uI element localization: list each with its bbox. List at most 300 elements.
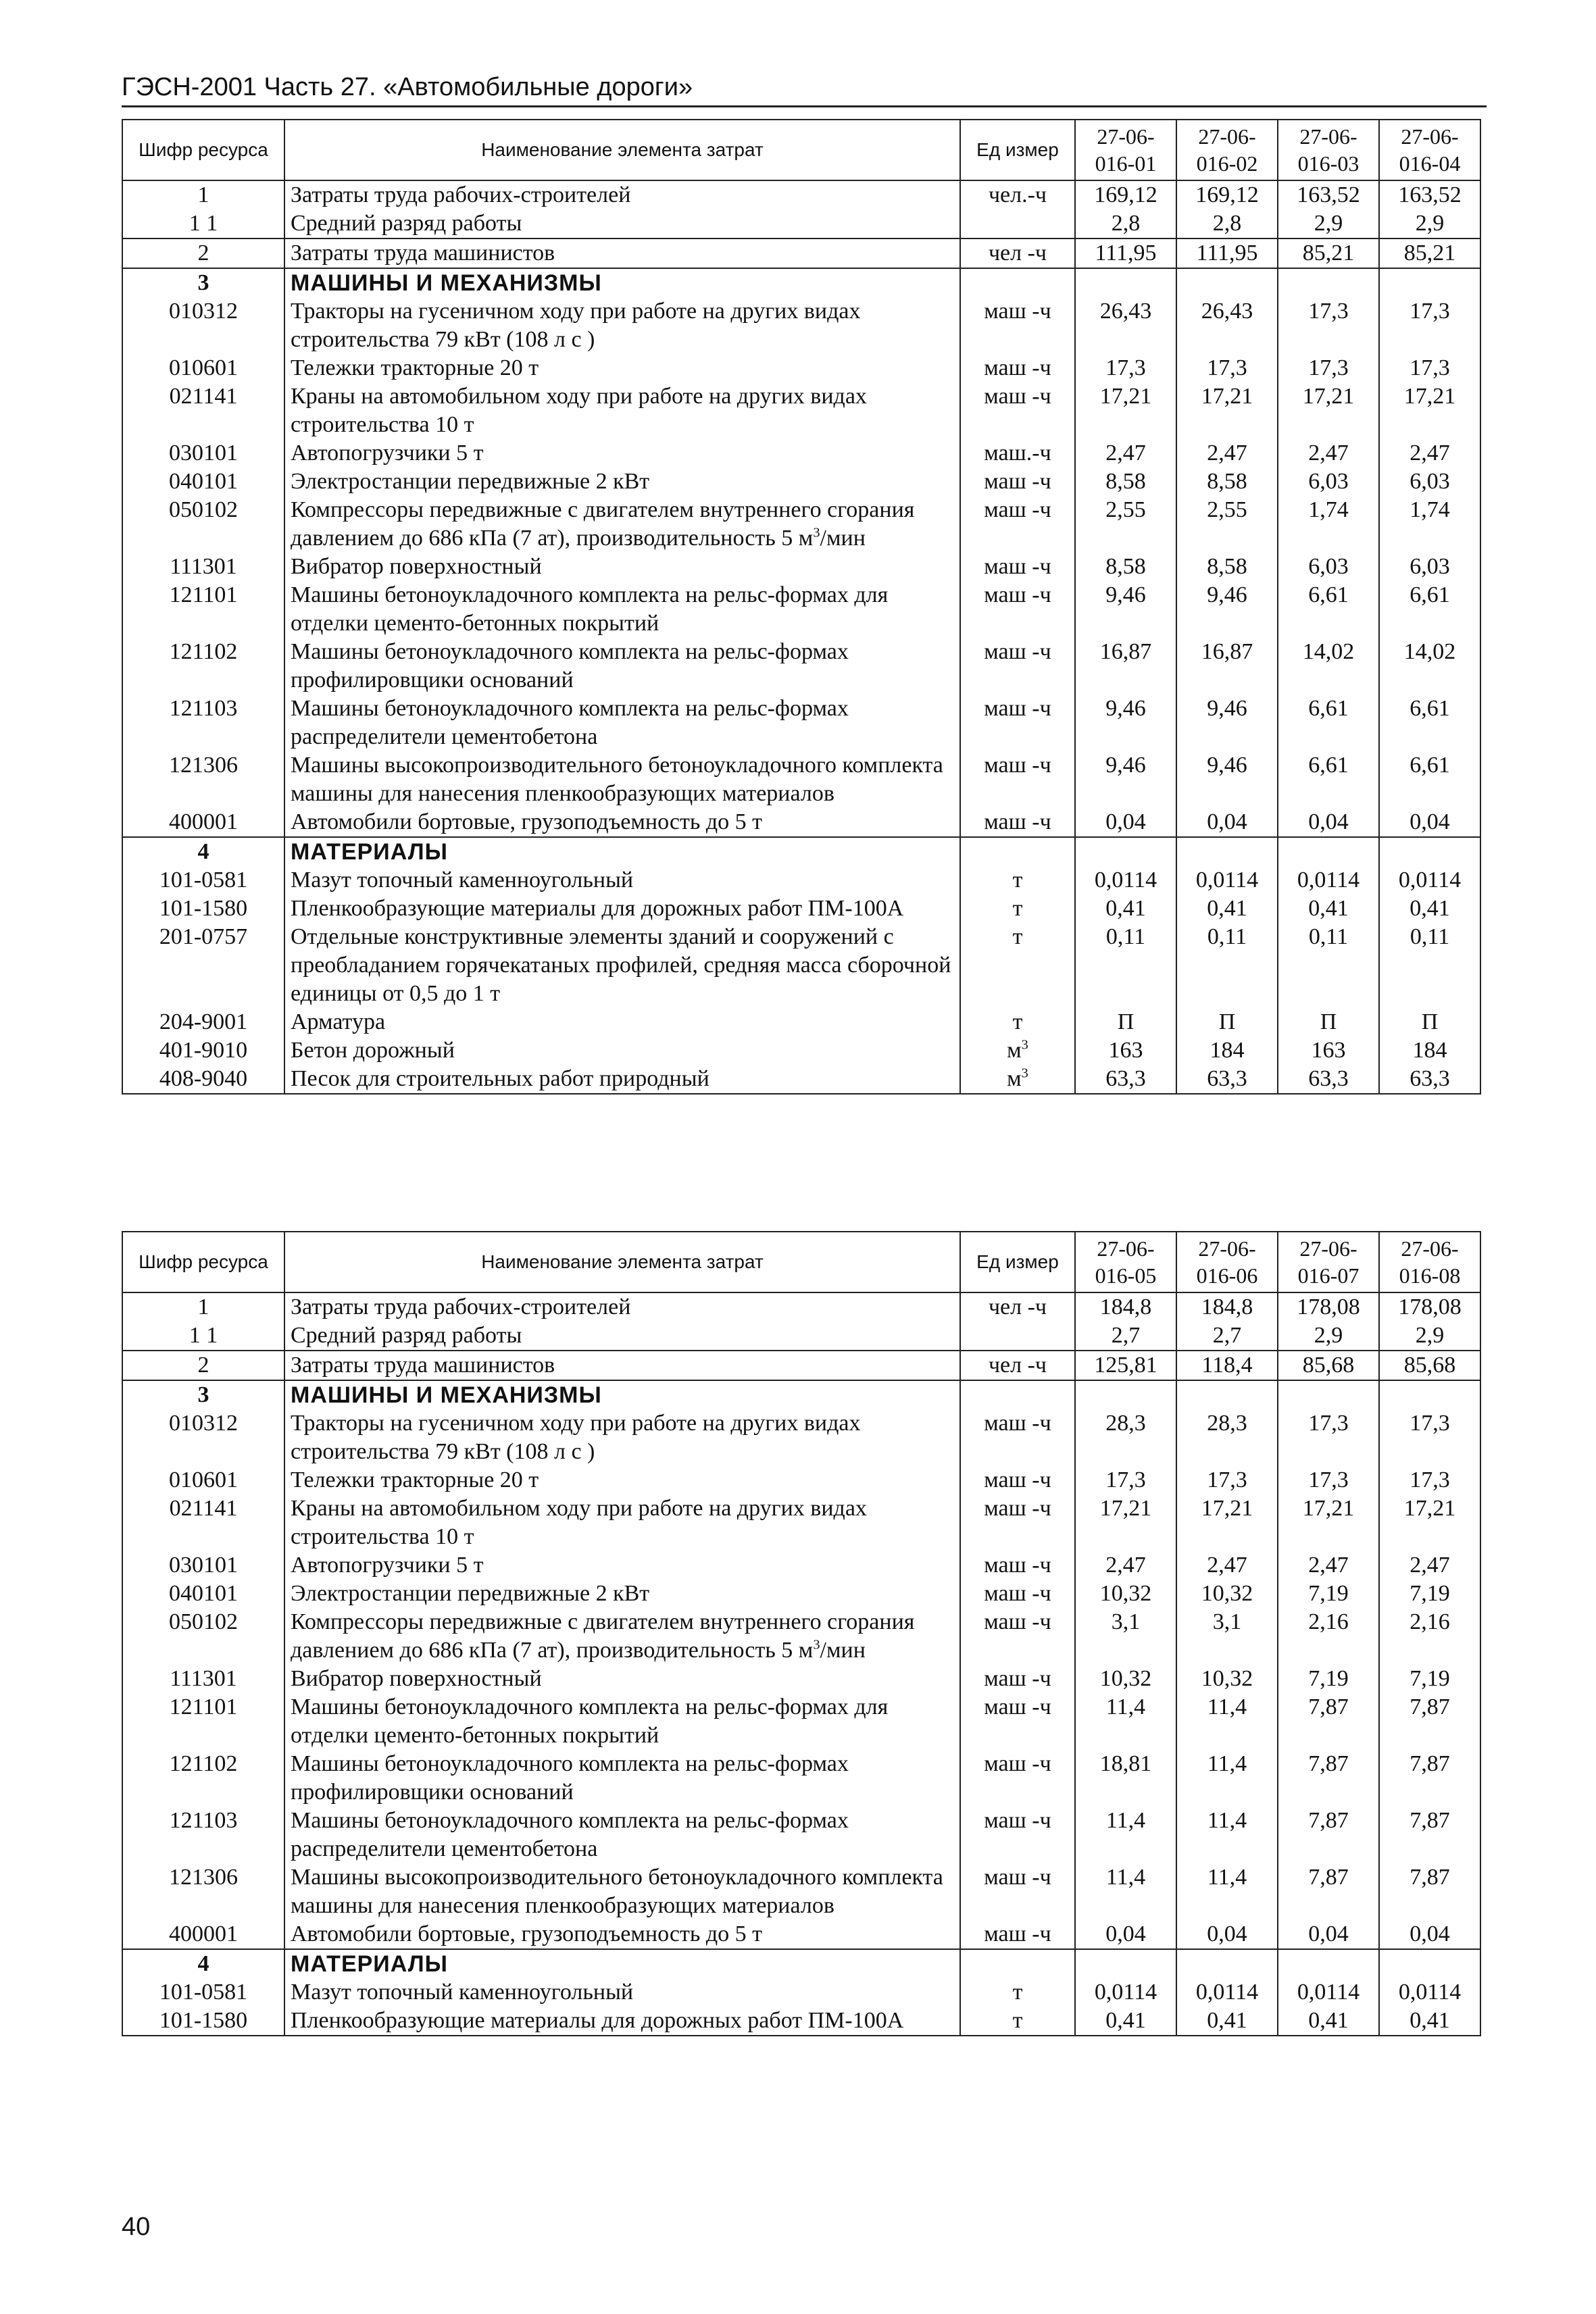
unit <box>960 1065 1075 1094</box>
norm-value-4: 1,74 <box>1379 496 1480 553</box>
unit: маш.-ч <box>960 439 1075 468</box>
norm-value-2: 0,0114 <box>1176 1978 1278 2007</box>
resource-code: 2 <box>122 238 284 268</box>
unit: маш -ч <box>960 1466 1075 1494</box>
unit: чел -ч <box>960 238 1075 268</box>
norm-value-4: П <box>1379 1008 1480 1036</box>
norm-value-1: 10,32 <box>1075 1580 1176 1608</box>
unit: т <box>960 895 1075 923</box>
unit: маш -ч <box>960 1580 1075 1608</box>
norm-value-1: 26,43 <box>1075 297 1176 354</box>
unit: чел -ч <box>960 1351 1075 1380</box>
norm-value-2: 10,32 <box>1176 1580 1278 1608</box>
table-row <box>122 1292 1480 1322</box>
column-header-norm-2: 27-06-016-02 <box>1176 120 1278 180</box>
resource-name <box>284 1608 960 1665</box>
norm-value-4: 6,03 <box>1379 553 1480 581</box>
resource-code: 101-1580 <box>122 2007 284 2036</box>
unit: маш -ч <box>960 1750 1075 1807</box>
norm-value-2: 111,95 <box>1176 238 1278 268</box>
norm-value-3: 7,87 <box>1278 1863 1379 1920</box>
resource-name: Тележки тракторные 20 т <box>284 354 960 382</box>
resource-name: Машины бетоноукладочного комплекта на рельс-формах для отделки цементо-бетонных покрытий <box>284 581 960 638</box>
norm-value-2: 0,41 <box>1176 895 1278 923</box>
norm-value-1: 2,7 <box>1075 1322 1176 1351</box>
resource-code: 101-0581 <box>122 866 284 895</box>
resource-name: Автопогрузчики 5 т <box>284 1551 960 1580</box>
norm-value-4: 2,16 <box>1379 1608 1480 1665</box>
norm-value-1: 9,46 <box>1075 695 1176 751</box>
norm-value-2: 10,32 <box>1176 1665 1278 1693</box>
norm-value-4: 7,87 <box>1379 1863 1480 1920</box>
norm-value-4: 17,3 <box>1379 354 1480 382</box>
norm-value-3: 2,47 <box>1278 1551 1379 1580</box>
resource-name: Краны на автомобильном ходу при работе на других видах строительства 10 т <box>284 382 960 439</box>
column-header-unit: Ед измер <box>960 1232 1075 1292</box>
norm-value-1: 8,58 <box>1075 553 1176 581</box>
norm-value-1: 0,0114 <box>1075 866 1176 895</box>
table-row <box>122 382 1480 439</box>
norm-value-2: 169,12 <box>1176 180 1278 209</box>
resource-name: Мазут топочный каменноугольный <box>284 1978 960 2007</box>
table-row <box>122 439 1480 468</box>
table-row <box>122 1750 1480 1807</box>
column-header-norm-1: 27-06-016-01 <box>1075 120 1176 180</box>
resource-name: Средний разряд работы <box>284 209 960 238</box>
unit: маш -ч <box>960 638 1075 695</box>
norm-value-2: 0,0114 <box>1176 866 1278 895</box>
norm-value-3: 0,04 <box>1278 808 1379 837</box>
table-row <box>122 468 1480 496</box>
norm-value-1: 0,0114 <box>1075 1978 1176 2007</box>
resource-name: Бетон дорожный <box>284 1036 960 1065</box>
norm-value-4: 163,52 <box>1379 180 1480 209</box>
norm-value-4: 17,21 <box>1379 1494 1480 1551</box>
norm-value-1: 2,55 <box>1075 496 1176 553</box>
norm-value-3: 0,0114 <box>1278 866 1379 895</box>
norm-value-3: 14,02 <box>1278 638 1379 695</box>
norm-value-1: 16,87 <box>1075 638 1176 695</box>
resource-code: 121103 <box>122 695 284 751</box>
resource-code: 040101 <box>122 468 284 496</box>
norm-value-3: 0,11 <box>1278 923 1379 1008</box>
norm-value-3: 63,3 <box>1278 1065 1379 1094</box>
table-row <box>122 297 1480 354</box>
norm-value-4: 2,47 <box>1379 1551 1480 1580</box>
resource-code: 204-9001 <box>122 1008 284 1036</box>
resource-name: Электростанции передвижные 2 кВт <box>284 468 960 496</box>
norm-value-4: 85,68 <box>1379 1351 1480 1380</box>
column-header-norm-6: 27-06-016-06 <box>1176 1232 1278 1292</box>
unit: маш -ч <box>960 297 1075 354</box>
norm-value-4: 7,19 <box>1379 1665 1480 1693</box>
norm-value-4: 0,41 <box>1379 895 1480 923</box>
norm-value-3: 6,61 <box>1278 695 1379 751</box>
norm-value-4: 2,9 <box>1379 209 1480 238</box>
norm-value-4: 85,21 <box>1379 238 1480 268</box>
resource-name: МАТЕРИАЛЫ <box>284 837 960 866</box>
norm-value-4: 184 <box>1379 1036 1480 1065</box>
resource-name: Машины высокопроизводительного бетоноукладочного комплекта машины для нанесения пленкообразующих материалов <box>284 1863 960 1920</box>
unit: чел.-ч <box>960 180 1075 209</box>
table-row <box>122 1551 1480 1580</box>
norm-value-2: 26,43 <box>1176 297 1278 354</box>
table-row <box>122 209 1480 238</box>
norm-value-4 <box>1379 1380 1480 1409</box>
norm-value-4: 6,61 <box>1379 751 1480 808</box>
resource-name: Средний разряд работы <box>284 1322 960 1351</box>
resource-name: Отдельные конструктивные элементы зданий и сооружений с преобладанием горячекатаных профилей, средняя масса сборочной единицы от 0,5 до 1 т <box>284 923 960 1008</box>
norm-value-3: 163,52 <box>1278 180 1379 209</box>
resource-name: МАШИНЫ И МЕХАНИЗМЫ <box>284 1380 960 1409</box>
resource-name: Тракторы на гусеничном ходу при работе на других видах строительства 79 кВт (108 л с ) <box>284 297 960 354</box>
table-row <box>122 1608 1480 1665</box>
resource-code: 030101 <box>122 439 284 468</box>
resource-code: 400001 <box>122 808 284 837</box>
norm-value-3: 1,74 <box>1278 496 1379 553</box>
table-row <box>122 1409 1480 1466</box>
norm-value-2: 2,8 <box>1176 209 1278 238</box>
unit: маш -ч <box>960 808 1075 837</box>
norm-value-4: 6,61 <box>1379 581 1480 638</box>
norm-value-3: 2,9 <box>1278 209 1379 238</box>
resource-code: 121102 <box>122 638 284 695</box>
resource-code: 101-1580 <box>122 895 284 923</box>
norm-value-3: 6,03 <box>1278 553 1379 581</box>
norm-value-1: 0,41 <box>1075 895 1176 923</box>
norm-value-3: 7,19 <box>1278 1665 1379 1693</box>
resource-name: Автомобили бортовые, грузоподъемность до 5 т <box>284 808 960 837</box>
norm-value-2: 17,3 <box>1176 1466 1278 1494</box>
resource-name: Автопогрузчики 5 т <box>284 439 960 468</box>
norm-value-1: 11,4 <box>1075 1807 1176 1863</box>
norm-value-2: 63,3 <box>1176 1065 1278 1094</box>
resource-name: Машины бетоноукладочного комплекта на рельс-формах распределители цементобетона <box>284 1807 960 1863</box>
resource-code: 400001 <box>122 1920 284 1949</box>
column-header-norm-7: 27-06-016-07 <box>1278 1232 1379 1292</box>
norm-value-3: 6,61 <box>1278 751 1379 808</box>
resource-code: 121103 <box>122 1807 284 1863</box>
norm-value-2: 28,3 <box>1176 1409 1278 1466</box>
table-row <box>122 354 1480 382</box>
norm-value-4: 17,21 <box>1379 382 1480 439</box>
resource-table <box>122 1231 1481 2036</box>
norm-value-2 <box>1176 1380 1278 1409</box>
norm-value-1: 163 <box>1075 1036 1176 1065</box>
norm-value-4: 7,19 <box>1379 1580 1480 1608</box>
unit <box>960 1380 1075 1409</box>
table-row <box>122 553 1480 581</box>
unit: т <box>960 1978 1075 2007</box>
norm-value-4 <box>1379 268 1480 297</box>
resource-name: Затраты труда рабочих-строителей <box>284 180 960 209</box>
table-row <box>122 496 1480 553</box>
norm-value-1: 11,4 <box>1075 1693 1176 1750</box>
resource-code: 408-9040 <box>122 1065 284 1094</box>
norm-value-4: 0,41 <box>1379 2007 1480 2036</box>
resource-code: 121101 <box>122 581 284 638</box>
table-row <box>122 1466 1480 1494</box>
column-header-name: Наименование элемента затрат <box>284 120 960 180</box>
norm-value-3: 0,04 <box>1278 1920 1379 1949</box>
norm-value-1: 8,58 <box>1075 468 1176 496</box>
unit: маш -ч <box>960 1807 1075 1863</box>
column-header-unit: Ед измер <box>960 120 1075 180</box>
norm-value-1 <box>1075 1949 1176 1978</box>
norm-value-4: 2,47 <box>1379 439 1480 468</box>
resource-name: Затраты труда машинистов <box>284 1351 960 1380</box>
norm-value-3: 2,47 <box>1278 439 1379 468</box>
table-row <box>122 1920 1480 1949</box>
section-row <box>122 268 1480 297</box>
resource-code: 2 <box>122 1351 284 1380</box>
norm-value-2: 9,46 <box>1176 581 1278 638</box>
unit-text: м <box>1007 1038 1022 1063</box>
norm-value-1: 0,41 <box>1075 2007 1176 2036</box>
resource-name: Затраты труда рабочих-строителей <box>284 1292 960 1322</box>
norm-value-1: 3,1 <box>1075 1608 1176 1665</box>
norm-value-1 <box>1075 268 1176 297</box>
resource-name: Пленкообразующие материалы для дорожных работ ПМ-100А <box>284 2007 960 2036</box>
norm-value-3: 17,3 <box>1278 354 1379 382</box>
resource-code: 1 1 <box>122 1322 284 1351</box>
unit <box>960 1322 1075 1351</box>
norm-value-3: 7,87 <box>1278 1693 1379 1750</box>
unit: т <box>960 2007 1075 2036</box>
norm-value-2: 9,46 <box>1176 695 1278 751</box>
norm-value-2: 17,21 <box>1176 382 1278 439</box>
superscript: 3 <box>1021 1037 1028 1053</box>
column-header-norm-8: 27-06-016-08 <box>1379 1232 1480 1292</box>
section-row <box>122 1380 1480 1409</box>
column-header-name: Наименование элемента затрат <box>284 1232 960 1292</box>
table-row <box>122 238 1480 268</box>
resource-code: 050102 <box>122 1608 284 1665</box>
norm-value-4: 178,08 <box>1379 1292 1480 1322</box>
section-row <box>122 837 1480 866</box>
norm-value-4: 17,3 <box>1379 1409 1480 1466</box>
norm-value-3: 85,68 <box>1278 1351 1379 1380</box>
unit-text: м <box>1007 1066 1022 1091</box>
resource-name-text: Компрессоры передвижные с двигателем внутреннего сгорания давлением до 686 кПа (7 ат), производительность 5 м <box>291 497 915 551</box>
unit: маш -ч <box>960 382 1075 439</box>
norm-value-1: 10,32 <box>1075 1665 1176 1693</box>
unit <box>960 837 1075 866</box>
resource-code: 121306 <box>122 1863 284 1920</box>
norm-value-1: 17,21 <box>1075 382 1176 439</box>
norm-value-1: 63,3 <box>1075 1065 1176 1094</box>
norm-value-3: 163 <box>1278 1036 1379 1065</box>
unit: маш -ч <box>960 354 1075 382</box>
table-row <box>122 1580 1480 1608</box>
norm-value-1 <box>1075 837 1176 866</box>
norm-value-4 <box>1379 837 1480 866</box>
norm-value-3: 0,41 <box>1278 895 1379 923</box>
norm-value-3: 17,21 <box>1278 382 1379 439</box>
resource-name: Тележки тракторные 20 т <box>284 1466 960 1494</box>
resource-code: 010601 <box>122 1466 284 1494</box>
column-header-code: Шифр ресурса <box>122 1232 284 1292</box>
norm-value-1: 0,04 <box>1075 808 1176 837</box>
unit: маш -ч <box>960 695 1075 751</box>
column-header-norm-3: 27-06-016-03 <box>1278 120 1379 180</box>
norm-value-3: 85,21 <box>1278 238 1379 268</box>
resource-name: Затраты труда машинистов <box>284 238 960 268</box>
norm-value-4: 7,87 <box>1379 1693 1480 1750</box>
resource-code: 4 <box>122 837 284 866</box>
norm-value-2: 0,04 <box>1176 808 1278 837</box>
table-row <box>122 1065 1480 1094</box>
unit: маш -ч <box>960 553 1075 581</box>
norm-value-4: 17,3 <box>1379 297 1480 354</box>
norm-value-2: 11,4 <box>1176 1807 1278 1863</box>
column-header-norm-4: 27-06-016-04 <box>1379 120 1480 180</box>
table-row <box>122 1322 1480 1351</box>
unit: т <box>960 1008 1075 1036</box>
resource-code: 111301 <box>122 1665 284 1693</box>
norm-value-2: 184 <box>1176 1036 1278 1065</box>
resource-code: 010312 <box>122 1409 284 1466</box>
unit: маш -ч <box>960 751 1075 808</box>
norm-value-1: 0,04 <box>1075 1920 1176 1949</box>
table-row <box>122 2007 1480 2036</box>
resource-name: Машины бетоноукладочного комплекта на рельс-формах для отделки цементо-бетонных покрытий <box>284 1693 960 1750</box>
norm-value-1: 17,3 <box>1075 1466 1176 1494</box>
norm-value-3: 0,0114 <box>1278 1978 1379 2007</box>
table-row <box>122 1807 1480 1863</box>
resource-name: МАТЕРИАЛЫ <box>284 1949 960 1978</box>
resource-name: МАШИНЫ И МЕХАНИЗМЫ <box>284 268 960 297</box>
resource-code: 1 <box>122 180 284 209</box>
table-row <box>122 866 1480 895</box>
table-row <box>122 1665 1480 1693</box>
norm-value-4: 0,04 <box>1379 1920 1480 1949</box>
norm-value-2: 118,4 <box>1176 1351 1278 1380</box>
norm-value-2: 11,4 <box>1176 1863 1278 1920</box>
norm-value-2: 11,4 <box>1176 1750 1278 1807</box>
norm-value-4: 0,11 <box>1379 923 1480 1008</box>
norm-value-3: 7,87 <box>1278 1750 1379 1807</box>
unit: маш -ч <box>960 581 1075 638</box>
table-body <box>122 180 1480 1094</box>
resource-name: Вибратор поверхностный <box>284 1665 960 1693</box>
norm-value-1: 11,4 <box>1075 1863 1176 1920</box>
unit: маш -ч <box>960 1494 1075 1551</box>
resource-name: Арматура <box>284 1008 960 1036</box>
norm-value-1: 2,47 <box>1075 1551 1176 1580</box>
table-row <box>122 1036 1480 1065</box>
resource-name: Машины бетоноукладочного комплекта на рельс-формах распределители цементобетона <box>284 695 960 751</box>
unit: маш -ч <box>960 1665 1075 1693</box>
norm-value-1: 125,81 <box>1075 1351 1176 1380</box>
resource-code: 121101 <box>122 1693 284 1750</box>
unit: маш -ч <box>960 1920 1075 1949</box>
norm-value-4: 17,3 <box>1379 1466 1480 1494</box>
resource-code: 050102 <box>122 496 284 553</box>
norm-value-2 <box>1176 837 1278 866</box>
running-header: ГЭСН-2001 Часть 27. «Автомобильные дороги» <box>122 70 1487 107</box>
norm-value-2: 2,55 <box>1176 496 1278 553</box>
resource-code: 010312 <box>122 297 284 354</box>
norm-value-4: 2,9 <box>1379 1322 1480 1351</box>
norm-value-3: 7,19 <box>1278 1580 1379 1608</box>
norm-value-3: 2,16 <box>1278 1608 1379 1665</box>
norm-value-4: 63,3 <box>1379 1065 1480 1094</box>
resource-code: 030101 <box>122 1551 284 1580</box>
norm-value-1: 169,12 <box>1075 180 1176 209</box>
norm-value-2: 0,11 <box>1176 923 1278 1008</box>
resource-name-tail: /мин <box>820 526 866 551</box>
norm-value-3: 17,3 <box>1278 1466 1379 1494</box>
superscript: 3 <box>813 1637 820 1653</box>
norm-value-1: 18,81 <box>1075 1750 1176 1807</box>
resource-code: 010601 <box>122 354 284 382</box>
norm-value-2: 16,87 <box>1176 638 1278 695</box>
norm-value-1: 111,95 <box>1075 238 1176 268</box>
resource-name: Машины бетоноукладочного комплекта на рельс-формах профилировщики оснований <box>284 1750 960 1807</box>
norm-value-3: П <box>1278 1008 1379 1036</box>
resource-code: 201-0757 <box>122 923 284 1008</box>
norm-value-3 <box>1278 837 1379 866</box>
unit: чел -ч <box>960 1292 1075 1322</box>
norm-value-2: 17,21 <box>1176 1494 1278 1551</box>
norm-value-2: 2,47 <box>1176 1551 1278 1580</box>
norm-value-2: 17,3 <box>1176 354 1278 382</box>
norm-value-1 <box>1075 1380 1176 1409</box>
norm-value-3: 17,21 <box>1278 1494 1379 1551</box>
norm-value-2: 3,1 <box>1176 1608 1278 1665</box>
norm-value-3: 0,41 <box>1278 2007 1379 2036</box>
norm-value-2: 2,47 <box>1176 439 1278 468</box>
table-row <box>122 1863 1480 1920</box>
resource-code: 3 <box>122 1380 284 1409</box>
page-number: 40 <box>122 2213 151 2241</box>
norm-value-1: П <box>1075 1008 1176 1036</box>
table-row <box>122 751 1480 808</box>
resource-code: 121102 <box>122 1750 284 1807</box>
resource-code: 021141 <box>122 382 284 439</box>
resource-code: 401-9010 <box>122 1036 284 1065</box>
norm-value-1: 28,3 <box>1075 1409 1176 1466</box>
norm-value-1: 184,8 <box>1075 1292 1176 1322</box>
resource-name: Автомобили бортовые, грузоподъемность до 5 т <box>284 1920 960 1949</box>
resource-name: Пленкообразующие материалы для дорожных работ ПМ-100А <box>284 895 960 923</box>
resource-name: Краны на автомобильном ходу при работе на других видах строительства 10 т <box>284 1494 960 1551</box>
norm-value-2: 0,41 <box>1176 2007 1278 2036</box>
unit: маш -ч <box>960 1693 1075 1750</box>
resource-code: 101-0581 <box>122 1978 284 2007</box>
norm-value-2: 8,58 <box>1176 468 1278 496</box>
superscript: 3 <box>813 525 820 540</box>
norm-value-1: 0,11 <box>1075 923 1176 1008</box>
resource-name: Вибратор поверхностный <box>284 553 960 581</box>
table-row <box>122 695 1480 751</box>
table-row <box>122 1978 1480 2007</box>
resource-name: Тракторы на гусеничном ходу при работе на других видах строительства 79 кВт (108 л с ) <box>284 1409 960 1466</box>
norm-value-3: 6,61 <box>1278 581 1379 638</box>
norm-value-4: 6,61 <box>1379 695 1480 751</box>
resource-name: Машины бетоноукладочного комплекта на рельс-формах профилировщики оснований <box>284 638 960 695</box>
norm-value-2 <box>1176 1949 1278 1978</box>
table-row <box>122 808 1480 837</box>
column-header-code: Шифр ресурса <box>122 120 284 180</box>
superscript: 3 <box>1021 1065 1028 1081</box>
resource-name: Мазут топочный каменноугольный <box>284 866 960 895</box>
resource-code: 021141 <box>122 1494 284 1551</box>
norm-value-3: 7,87 <box>1278 1807 1379 1863</box>
norm-value-3 <box>1278 1949 1379 1978</box>
norm-value-2: 2,7 <box>1176 1322 1278 1351</box>
